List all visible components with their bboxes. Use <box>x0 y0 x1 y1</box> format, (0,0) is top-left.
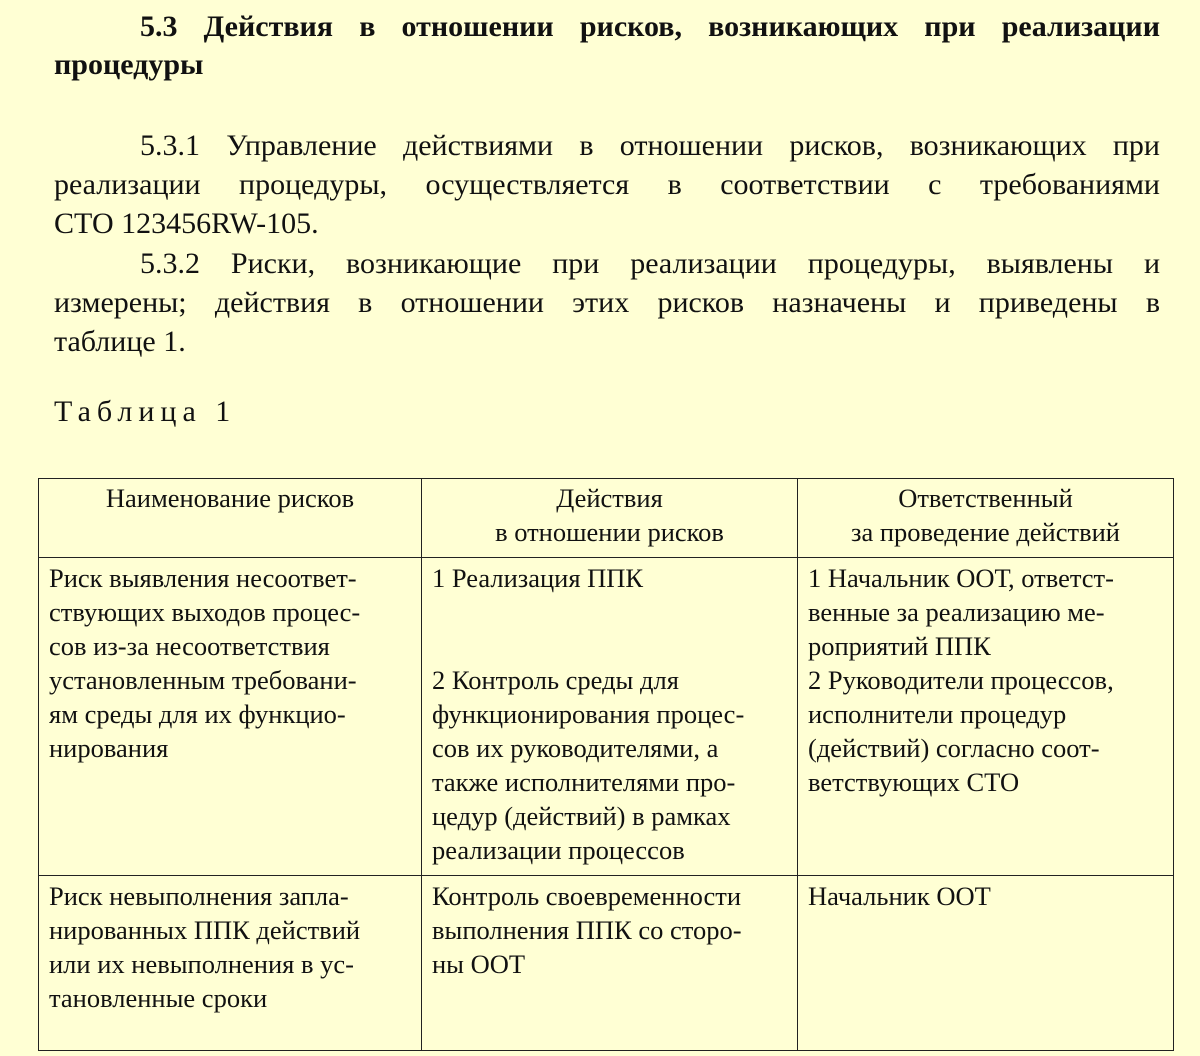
cell-line: тановленные сроки <box>49 983 268 1013</box>
cell-line: сов из-за несоответствия <box>49 631 330 661</box>
cell-line: сов их руководителями, а <box>432 733 719 763</box>
cell-line <box>432 629 787 663</box>
cell-line: выполнения ППК со сторо- <box>432 915 742 945</box>
paragraph-5-3-1 <box>54 126 1160 243</box>
cell-line: ны ООТ <box>432 949 526 979</box>
table-row <box>39 558 1174 876</box>
paragraph-line: 5.3.2 Риски, возникающие при реализации процедуры, выявлены и <box>140 247 1160 280</box>
header-line: за проведение действий <box>851 517 1120 547</box>
table-caption: Таблица 1 <box>54 395 237 428</box>
cell-line: 2 Контроль среды для <box>432 665 679 695</box>
cell-line: или их невыполнения в ус- <box>49 949 354 979</box>
header-line: Наименование рисков <box>105 483 355 513</box>
header-actions <box>422 479 798 558</box>
header-line: Ответственный <box>898 483 1073 513</box>
cell-line: (действий) согласно соот- <box>808 733 1100 763</box>
cell-line: Риск выявления несоответ- <box>49 563 357 593</box>
cell-actions <box>422 558 798 876</box>
cell-responsible <box>798 876 1174 1051</box>
cell-line: ствующих выходов процес- <box>49 597 361 627</box>
cell-line: Контроль своевременности <box>432 881 742 911</box>
cell-line <box>432 595 787 629</box>
cell-actions <box>422 876 798 1051</box>
cell-line: ветствующих СТО <box>808 767 1020 797</box>
section-title <box>54 8 1160 84</box>
paragraph-line: измерены; действия в отношении этих рисков назначены и приведены в <box>54 286 1160 319</box>
paragraph-line: СТО 123456RW-105. <box>54 207 319 240</box>
paragraph-line: реализации процедуры, осуществляется в соответствии с требованиями <box>54 168 1160 201</box>
paragraph-line: таблице 1. <box>54 325 186 358</box>
header-line: Действия <box>556 483 663 513</box>
cell-line: реализации процессов <box>432 835 685 865</box>
header-responsible <box>798 479 1174 558</box>
table-header-row <box>39 479 1174 558</box>
cell-line: роприятий ППК <box>808 631 991 661</box>
cell-responsible <box>798 558 1174 876</box>
cell-line: также исполнителями про- <box>432 767 736 797</box>
cell-line: 1 Начальник ООТ, ответст- <box>808 563 1114 593</box>
cell-line: функционирования процес- <box>432 699 745 729</box>
cell-line: установленным требовани- <box>49 665 357 695</box>
paragraph-line: 5.3.1 Управление действиями в отношении рисков, возникающих при <box>140 129 1160 162</box>
paragraph-5-3-2 <box>54 244 1160 361</box>
cell-line: 2 Руководители процессов, <box>808 665 1114 695</box>
section-title-line: процедуры <box>54 48 204 81</box>
cell-line: Риск невыполнения запла- <box>49 881 349 911</box>
cell-line: нированных ППК действий <box>49 915 361 945</box>
cell-risk-name <box>39 558 422 876</box>
section-title-line: 5.3 Действия в отношении рисков, возникающих при реализации <box>140 10 1160 43</box>
cell-line: Начальник ООТ <box>808 881 991 911</box>
risk-table <box>38 478 1174 1051</box>
cell-line: венные за реализацию ме- <box>808 597 1105 627</box>
table-row <box>39 876 1174 1051</box>
cell-line: цедур (действий) в рамках <box>432 801 731 831</box>
cell-line: ям среды для их функцио- <box>49 699 346 729</box>
cell-line: 1 Реализация ППК <box>432 563 644 593</box>
header-line: в отношении рисков <box>495 517 724 547</box>
header-risk-name <box>39 479 422 558</box>
cell-line: нирования <box>49 733 169 763</box>
cell-risk-name <box>39 876 422 1051</box>
cell-line: исполнители процедур <box>808 699 1067 729</box>
